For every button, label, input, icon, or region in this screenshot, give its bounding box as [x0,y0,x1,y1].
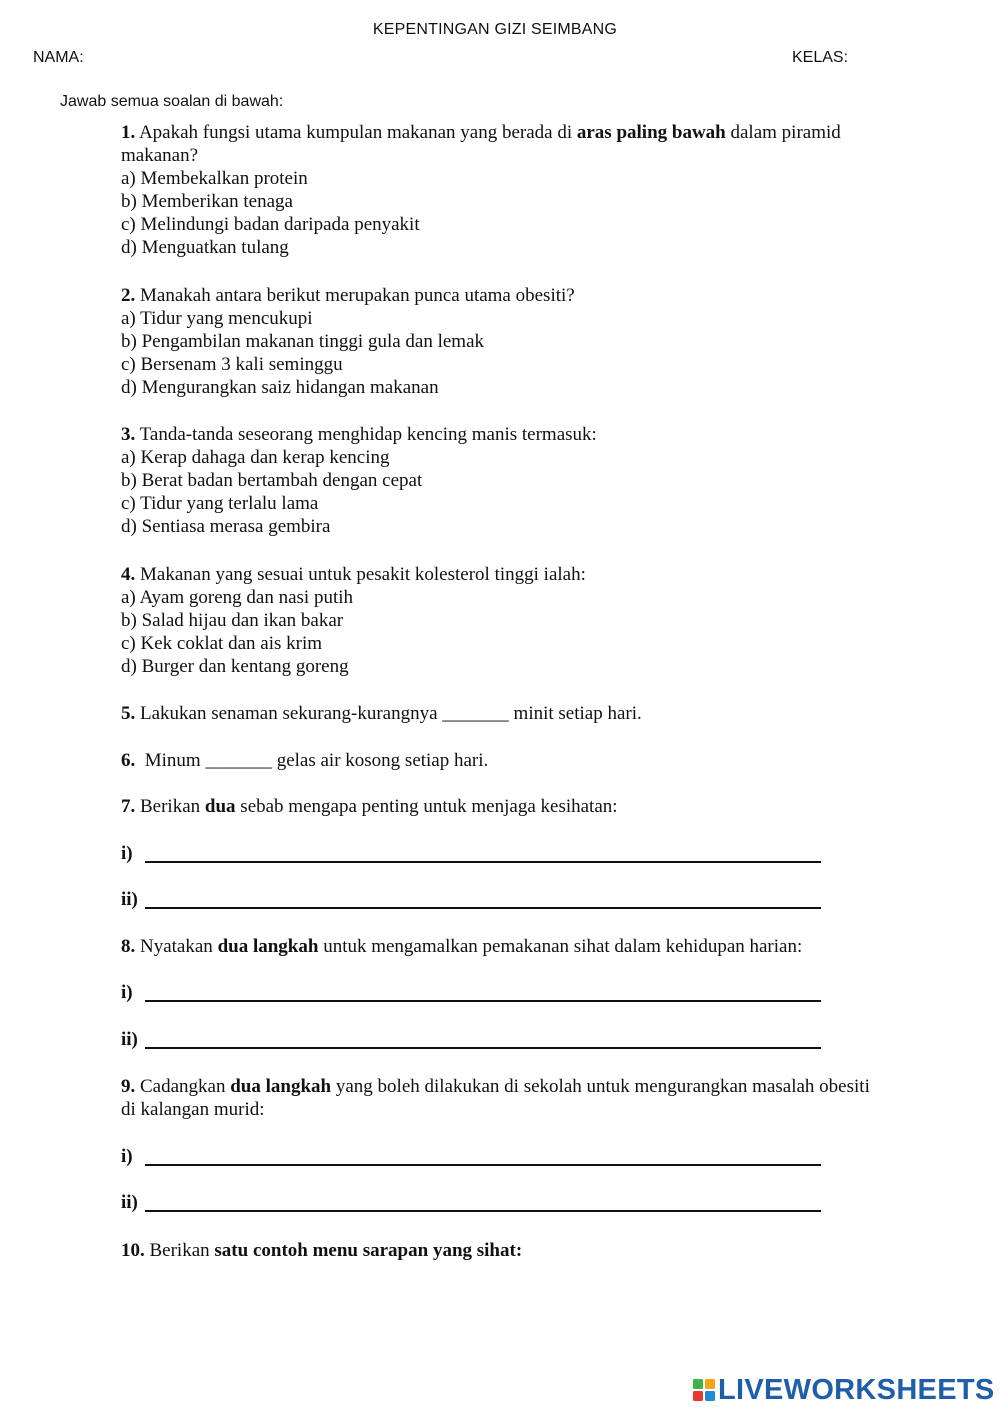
kelas-label: KELAS: [792,49,849,66]
liveworksheets-logo-icon [693,1379,715,1401]
answer-label: i) [121,982,133,1003]
question-number: 2. [121,285,136,306]
answer-rule[interactable] [145,861,821,863]
answer-line-q8-ii[interactable] [121,1029,821,1053]
option: c) Melindungi badan daripada penyakit [121,214,420,235]
question-number: 1. [121,122,136,143]
answer-label: ii) [121,889,138,910]
answer-rule[interactable] [145,1000,821,1002]
option: c) Bersenam 3 kali seminggu [121,354,343,375]
question-2-text [121,284,881,307]
question-emphasis: dua langkah [217,936,319,957]
question-8 [121,935,881,958]
option: a) Kerap dahaga dan kerap kencing [121,447,390,468]
option: d) Mengurangkan saiz hidangan makanan [121,377,439,398]
question-1 [121,121,881,259]
answer-line-q7-ii[interactable] [121,889,821,913]
question-4 [121,563,881,678]
question-number: 4. [121,564,136,585]
question-emphasis: dua [204,796,236,817]
option: b) Memberikan tenaga [121,191,293,212]
question-text: Nyatakan [135,936,218,957]
question-emphasis: dua langkah [230,1076,332,1097]
answer-line-q9-i[interactable] [121,1146,821,1170]
option: c) Tidur yang terlalu lama [121,493,319,514]
answer-label: i) [121,1146,133,1167]
question-text: Cadangkan [135,1076,231,1097]
question-text: dalam piramid makanan? [121,122,841,166]
option: c) Kek coklat dan ais krim [121,633,323,654]
option: d) Sentiasa merasa gembira [121,516,331,537]
question-6 [121,749,881,772]
question-9 [121,1075,881,1121]
question-10 [121,1239,881,1262]
answer-label: ii) [121,1029,138,1050]
option: a) Tidur yang mencukupi [121,308,313,329]
question-9-text [121,1075,881,1121]
nama-label: NAMA: [33,49,84,66]
question-3 [121,423,881,538]
question-number: 6. [121,750,136,771]
option: b) Berat badan bertambah dengan cepat [121,470,423,491]
page-title: KEPENTINGAN GIZI SEIMBANG [372,21,618,38]
answer-rule[interactable] [145,1210,821,1212]
option: b) Salad hijau dan ikan bakar [121,610,344,631]
answer-rule[interactable] [145,1047,821,1049]
answer-label: i) [121,843,133,864]
question-number: 9. [121,1076,136,1097]
question-7-text [121,795,881,818]
question-text: Berikan [135,796,205,817]
option: d) Menguatkan tulang [121,237,289,258]
question-emphasis: aras paling bawah [576,122,726,143]
question-7 [121,795,881,818]
question-1-text [121,121,881,167]
question-number: 7. [121,796,136,817]
question-text: Apakah fungsi utama kumpulan makanan yang berada di [135,122,577,143]
question-10-text [121,1239,881,1262]
question-5-text [121,702,881,725]
question-text: yang boleh dilakukan di sekolah untuk mengurangkan masalah obesiti di kalangan murid: [121,1076,870,1120]
question-number: 10. [121,1240,145,1261]
option: a) Membekalkan protein [121,168,308,189]
option: b) Pengambilan makanan tinggi gula dan lemak [121,331,485,352]
question-text: Tanda-tanda seseorang menghidap kencing manis termasuk: [135,424,597,445]
option: d) Burger dan kentang goreng [121,656,349,677]
question-3-text [121,423,881,446]
question-6-text [121,749,881,772]
question-8-text [121,935,881,958]
liveworksheets-logo-text: LIVEWORKSHEETS [718,1373,995,1406]
question-number: 8. [121,936,136,957]
answer-rule[interactable] [145,1164,821,1166]
question-text: Lakukan senaman sekurang-kurangnya _______ minit setiap hari. [135,703,642,724]
answer-line-q9-ii[interactable] [121,1192,821,1216]
question-number: 5. [121,703,136,724]
liveworksheets-logo[interactable] [693,1374,995,1406]
question-text: untuk mengamalkan pemakanan sihat dalam kehidupan harian: [318,936,803,957]
answer-label: ii) [121,1192,138,1213]
question-4-text [121,563,881,586]
question-emphasis: satu contoh menu sarapan yang sihat: [214,1240,523,1261]
answer-line-q8-i[interactable] [121,982,821,1006]
instruction-text: Jawab semua soalan di bawah: [60,93,284,110]
question-number: 3. [121,424,136,445]
question-text: Makanan yang sesuai untuk pesakit kolesterol tinggi ialah: [135,564,586,585]
question-text: sebab mengapa penting untuk menjaga kesihatan: [235,796,618,817]
question-text: Manakah antara berikut merupakan punca utama obesiti? [135,285,575,306]
answer-line-q7-i[interactable] [121,843,821,867]
question-text: Minum _______ gelas air kosong setiap hari. [135,750,489,771]
question-5 [121,702,881,725]
option: a) Ayam goreng dan nasi putih [121,587,354,608]
answer-rule[interactable] [145,907,821,909]
question-text: Berikan [144,1240,215,1261]
question-2 [121,284,881,399]
